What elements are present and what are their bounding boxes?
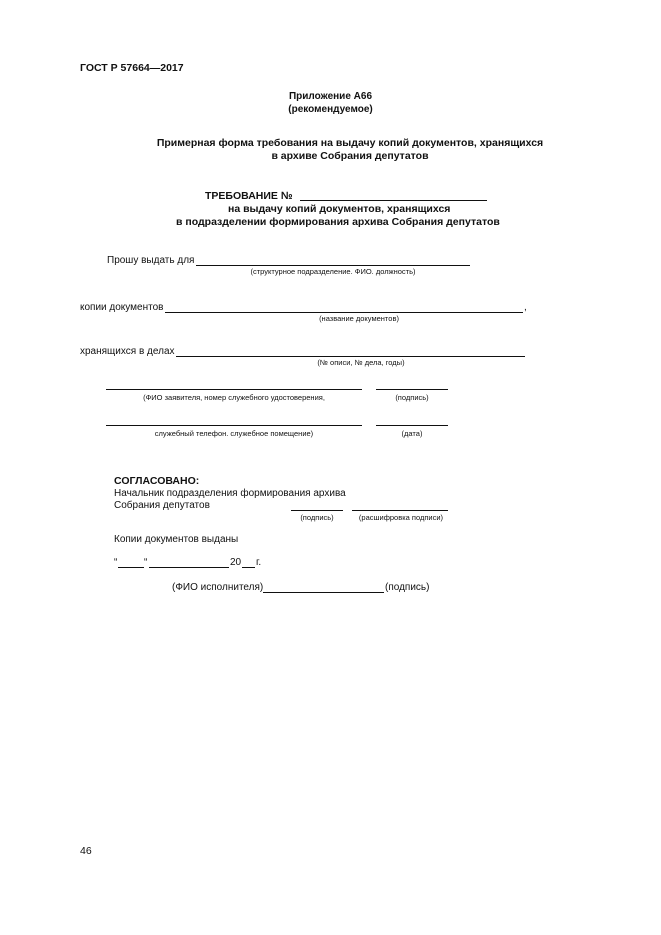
approval-line1: Начальник подразделения формирования архива — [114, 488, 346, 499]
issued-label: Копии документов выданы — [114, 534, 239, 545]
executor-label: (ФИО исполнителя) — [172, 582, 264, 593]
request-line2: на выдачу копий документов, хранящихся — [228, 203, 451, 215]
approval-sign-line — [291, 510, 343, 511]
approval-title: СОГЛАСОВАНО: — [114, 475, 200, 487]
date-quote-open: “ — [114, 557, 118, 568]
applicant-caption: (ФИО заявителя, номер служебного удостоверения, — [143, 393, 325, 402]
date-caption: (дата) — [401, 429, 423, 438]
request-number-line — [300, 200, 487, 201]
signature-line — [376, 389, 448, 390]
phone-caption: служебный телефон. служебное помещение) — [154, 429, 314, 438]
copies-label: копии документов — [80, 302, 164, 313]
date-year-line — [242, 567, 255, 568]
date-day-line — [118, 567, 144, 568]
stored-line — [176, 356, 525, 357]
signature-caption: (подпись) — [395, 393, 429, 402]
applicant-line — [106, 389, 362, 390]
approval-decode-line — [352, 510, 448, 511]
page-number: 46 — [80, 845, 92, 857]
stored-caption: (№ описи, № дела, годы) — [317, 358, 405, 367]
copies-line — [165, 312, 523, 313]
issue-caption: (структурное подразделение. ФИО. должность) — [250, 267, 416, 276]
issue-label: Прошу выдать для — [107, 255, 195, 266]
date-quote-close: “ — [144, 557, 148, 568]
approval-sign-caption: (подпись) — [300, 513, 334, 522]
date-year-suffix: г. — [256, 557, 262, 568]
date-month-line — [149, 567, 229, 568]
phone-line — [106, 425, 362, 426]
form-title-line1: Примерная форма требования на выдачу копий документов, хранящихся — [156, 137, 544, 149]
standard-header: ГОСТ Р 57664—2017 — [80, 62, 184, 74]
issue-line — [196, 265, 470, 266]
date-year-prefix: 20 — [230, 557, 242, 568]
executor-sign: (подпись) — [385, 582, 430, 593]
date-line — [376, 425, 448, 426]
stored-label: хранящихся в делах — [80, 346, 175, 357]
approval-line2: Собрания депутатов — [114, 500, 210, 511]
form-title-line2: в архиве Собрания депутатов — [271, 150, 429, 162]
appendix-subtitle: (рекомендуемое) — [288, 104, 373, 115]
approval-decode-caption: (расшифровка подписи) — [358, 513, 444, 522]
request-heading: ТРЕБОВАНИЕ № — [205, 190, 293, 202]
copies-end: , — [524, 302, 527, 313]
executor-line — [263, 592, 384, 593]
request-line3: в подразделении формирования архива Собрания депутатов — [176, 216, 500, 228]
copies-caption: (название документов) — [319, 314, 399, 323]
appendix-title: Приложение А66 — [288, 91, 373, 102]
